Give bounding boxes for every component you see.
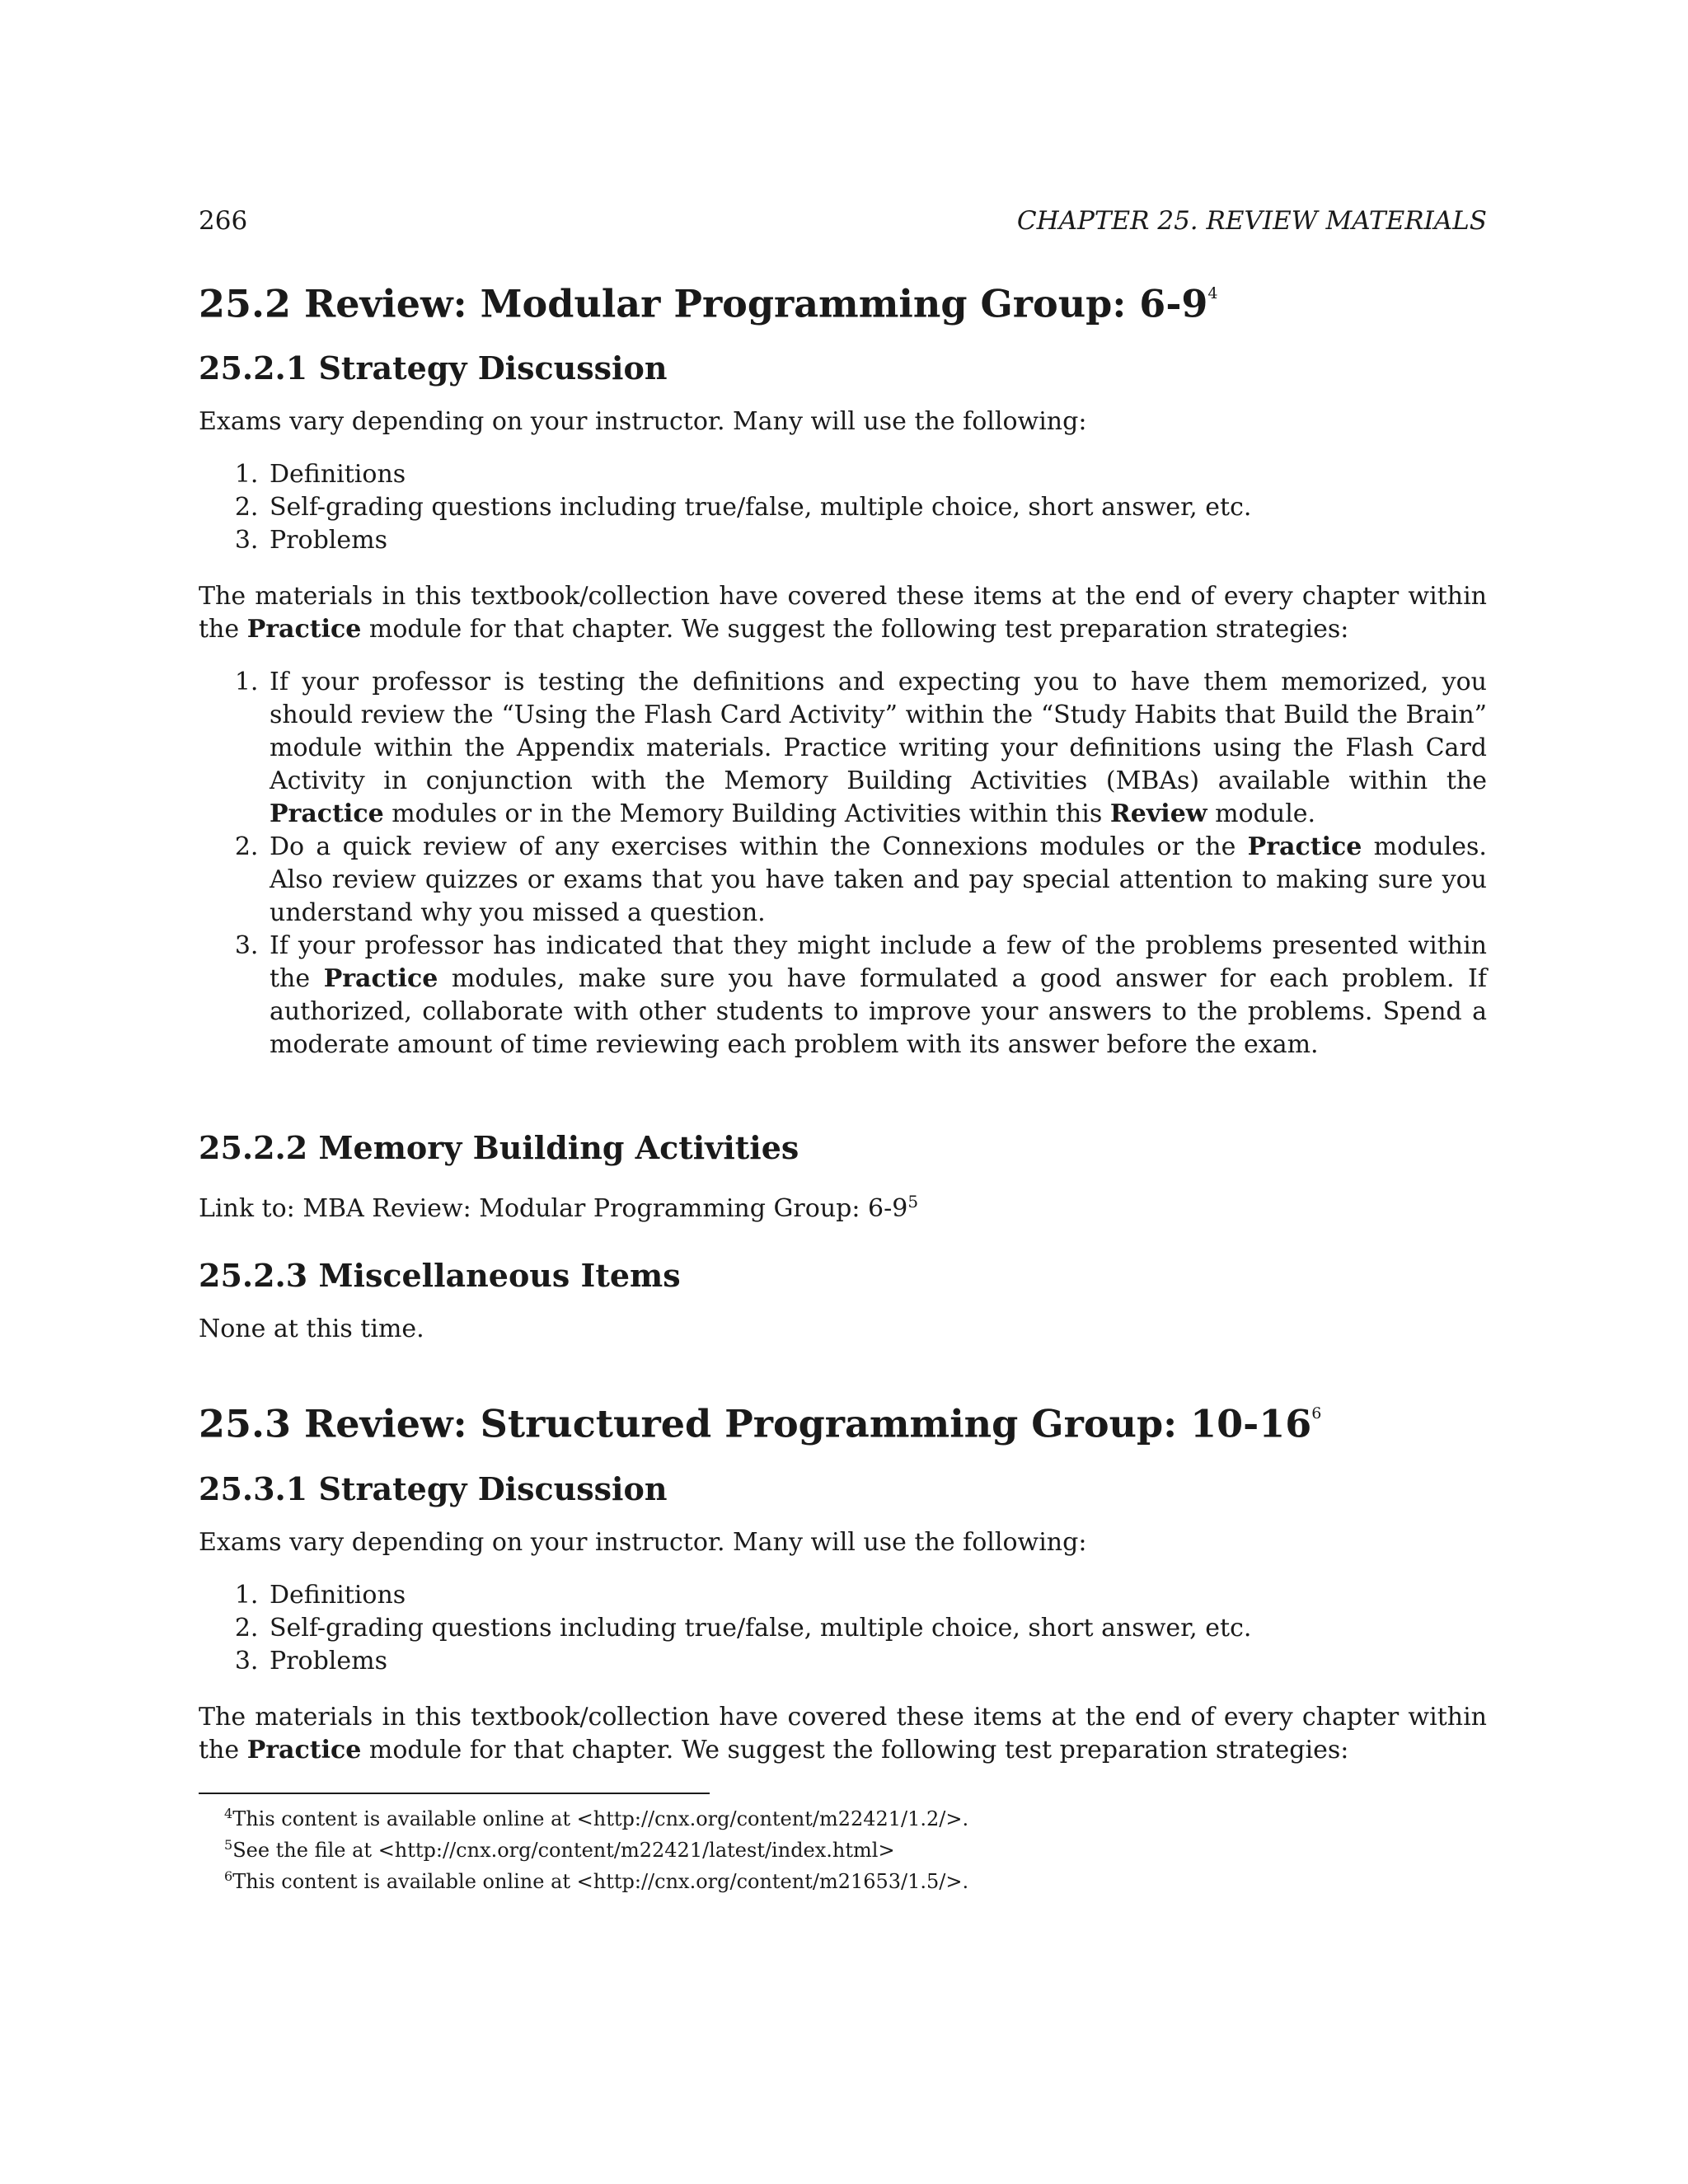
page-number: 266 — [199, 206, 248, 236]
list-item: 2. Do a quick review of any exercises within the Connexions modules or the Practice modules. Also review quizzes or exams that you have taken and pay special attention to making sure you understand why you missed a question. — [266, 831, 1487, 930]
subsection-heading-25-2-1: 25.2.1 Strategy Discussion — [199, 349, 668, 387]
list-item: 3. Problems — [266, 524, 1487, 557]
subsection-heading-25-3-1: 25.3.1 Strategy Discussion — [199, 1469, 668, 1507]
materials-paragraph: The materials in this textbook/collection have covered these items at the end of every chapter within the Practice module for that chapter. We suggest the following test preparation strategies: — [199, 582, 1487, 644]
exam-types-list — [199, 1579, 1487, 1678]
section-title-25-3: 25.3 Review: Structured Programming Group: 10-16$^6$ — [199, 1401, 1322, 1446]
mba-link[interactable]: Link to: MBA Review: Modular Programming Group: 6-9$^5$ — [199, 1192, 919, 1224]
footnotes — [224, 1801, 1461, 1895]
footnote-ref-5[interactable]: 5 — [907, 1192, 919, 1212]
subsection-heading-25-2-3: 25.2.3 Miscellaneous Items — [199, 1257, 681, 1295]
chapter-title: CHAPTER 25. REVIEW MATERIALS — [1016, 206, 1487, 236]
footnote-divider — [199, 1793, 710, 1794]
list-item: 1. If your professor is testing the definitions and expecting you to have them memorized, you should review the “Using the Flash Card Activity” within the “Study Habits that Build the Brain” module within the Appendix materials. Practice writing your definitions using the Flash Card Activity in conjunction with the Memory Building Activities (MBAs) available within the Practice modules or in the Memory Building Activities within this Review module. — [266, 666, 1487, 831]
misc-text: None at this time. — [199, 1315, 424, 1344]
section-title-25-2: 25.2 Review: Modular Programming Group: 6-9$^4$ — [199, 281, 1218, 326]
strategies-list — [199, 666, 1487, 1062]
list-item: 2. Self-grading questions including true/false, multiple choice, short answer, etc. — [266, 1612, 1487, 1645]
running-header — [199, 206, 1487, 236]
subsection-heading-25-2-2: 25.2.2 Memory Building Activities — [199, 1129, 799, 1167]
list-item: 3. If your professor has indicated that they might include a few of the problems presented within the Practice modules, make sure you have formulated a good answer for each problem. If authorized, collaborate with other students to improve your answers to the problems. Spend a moderate amount of time reviewing each problem with its answer before the exam. — [266, 930, 1487, 1062]
exam-types-list — [199, 458, 1487, 557]
footnote: $^5$See the file at <http://cnx.org/content/m22421/latest/index.html> — [224, 1837, 895, 1862]
intro-paragraph: Exams vary depending on your instructor. Many will use the following: — [199, 1527, 1087, 1557]
materials-paragraph: The materials in this textbook/collection have covered these items at the end of every chapter within the Practice module for that chapter. We suggest the following test preparation strategies: — [199, 1702, 1487, 1765]
list-item: 2. Self-grading questions including true/false, multiple choice, short answer, etc. — [266, 491, 1487, 524]
footnote-ref-4[interactable]: 4 — [1207, 284, 1218, 302]
list-item: 1. Definitions — [266, 458, 1487, 491]
list-item: 1. Definitions — [266, 1579, 1487, 1612]
footnote: $^6$This content is available online at <http://cnx.org/content/m21653/1.5/>. — [224, 1868, 969, 1893]
page-content — [199, 264, 1487, 1787]
list-item: 3. Problems — [266, 1645, 1487, 1678]
footnote-ref-6[interactable]: 6 — [1311, 1404, 1322, 1423]
footnote: $^4$This content is available online at <http://cnx.org/content/m22421/1.2/>. — [224, 1806, 969, 1830]
intro-paragraph: Exams vary depending on your instructor. Many will use the following: — [199, 407, 1087, 437]
